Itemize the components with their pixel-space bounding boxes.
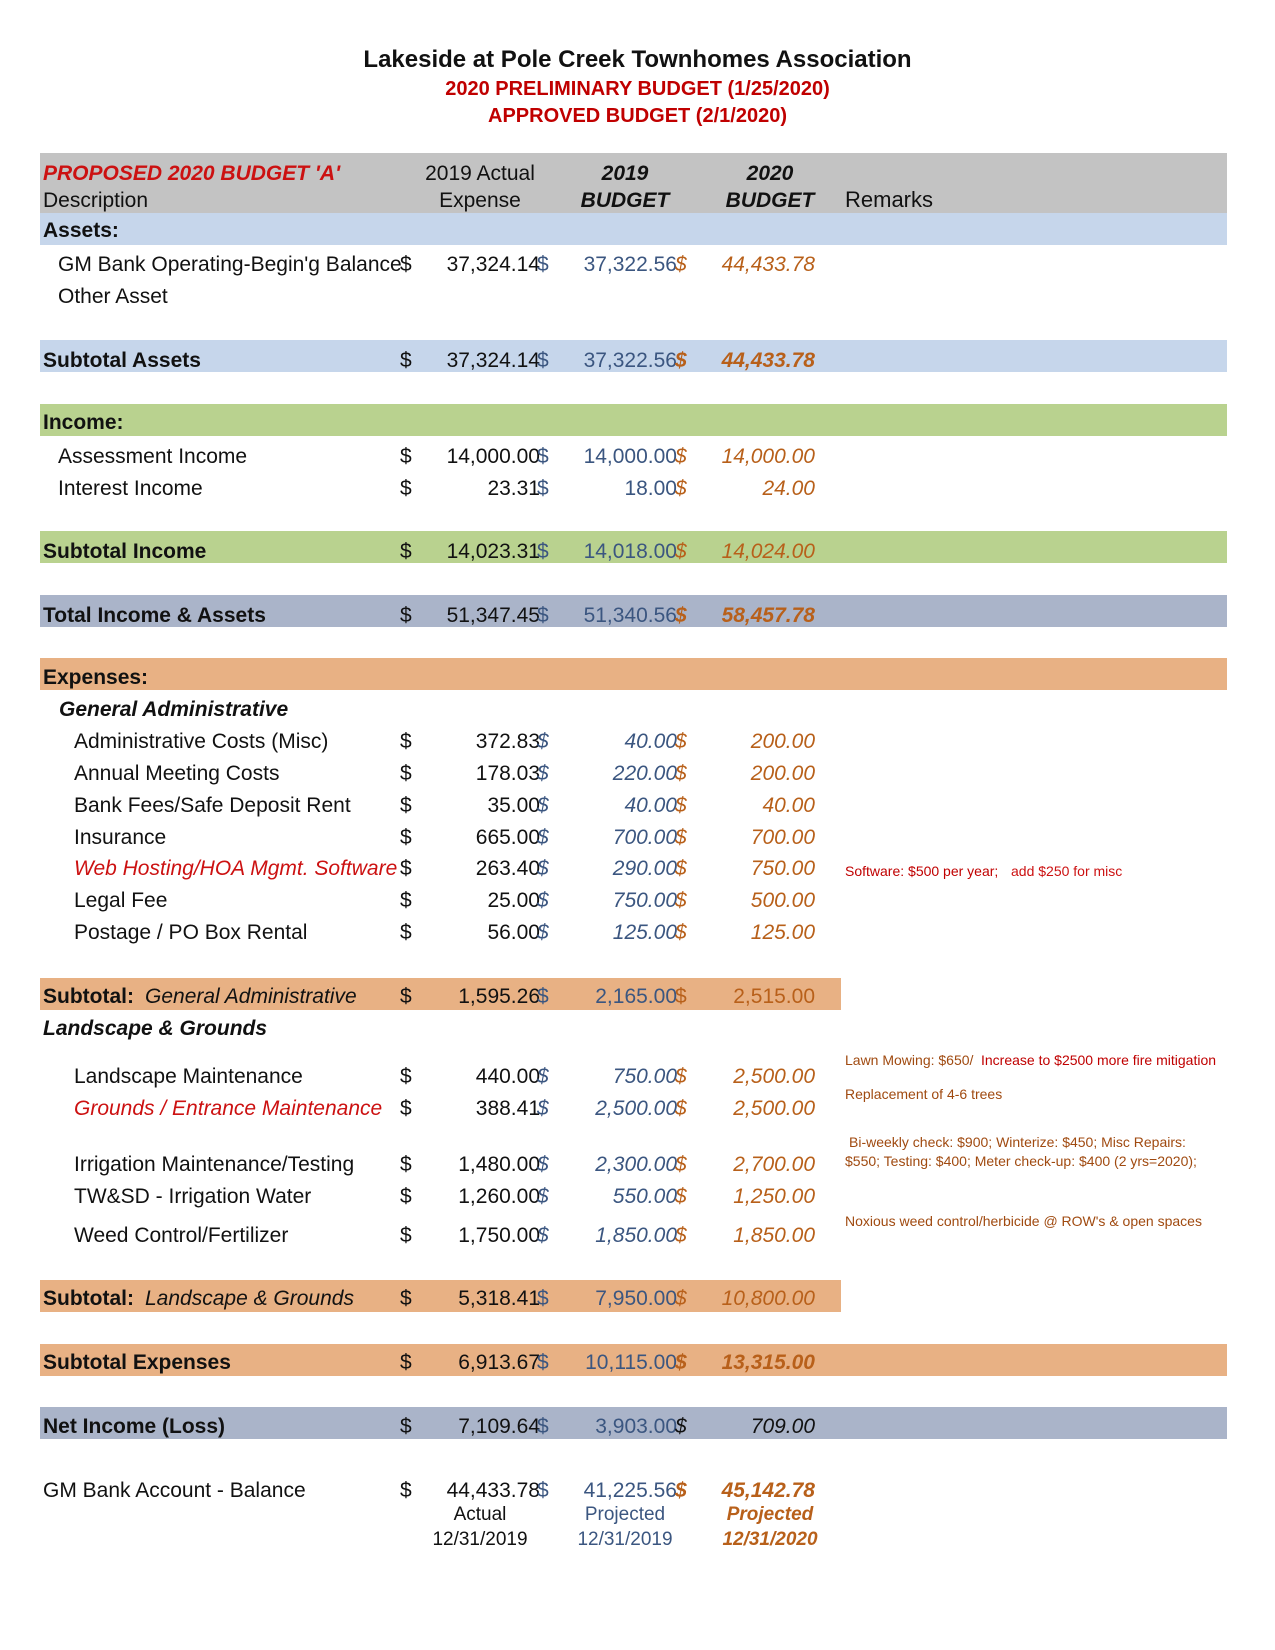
value-subtotal-income-2020: 14,024.00 [721, 540, 815, 563]
row-label-interest-income: Interest Income [58, 477, 203, 500]
value-subtotal-assets-actual: 37,324.14 [446, 349, 540, 372]
dollar-sign-landscape-maintenance-actual: $ [400, 1065, 412, 1088]
dollar-sign-interest-income-2020: $ [675, 477, 687, 500]
dollar-sign-irrigation-maintenance-2020: $ [675, 1153, 687, 1176]
value-postage-2019: 125.00 [612, 921, 677, 944]
row-label-insurance: Insurance [74, 826, 167, 849]
projected-2019-date: 12/31/2019 [577, 1529, 673, 1550]
col-actual-header-2: Expense [439, 189, 521, 212]
value-postage-actual: 56.00 [487, 921, 540, 944]
preliminary-budget-subtitle: 2020 PRELIMINARY BUDGET (1/25/2020) [445, 78, 830, 100]
value-net-income-actual: 7,109.64 [458, 1415, 540, 1438]
dollar-sign-irrigation-maintenance-actual: $ [400, 1153, 412, 1176]
value-subtotal-expenses-2019: 10,115.00 [585, 1351, 677, 1374]
dollar-sign-weed-control-2020: $ [675, 1224, 687, 1247]
dollar-sign-grounds-entrance-2020: $ [675, 1097, 687, 1120]
remark-mowing-a: Lawn Mowing: $650/ [845, 1052, 974, 1068]
value-net-income-2019: 3,903.00 [595, 1415, 677, 1438]
row-label-landscape-maintenance: Landscape Maintenance [74, 1065, 303, 1088]
value-irrigation-maintenance-2019: 2,300.00 [595, 1153, 677, 1176]
dollar-sign-postage-2020: $ [675, 921, 687, 944]
subtotal-landscape-name: Landscape & Grounds [145, 1287, 354, 1310]
value-bank-balance-actual: 44,433.78 [446, 1479, 540, 1502]
row-label-legal-fee: Legal Fee [74, 889, 168, 912]
dollar-sign-irrigation-maintenance-2019: $ [537, 1153, 549, 1176]
col-2019-header-2: BUDGET [580, 189, 670, 212]
row-label-annual-meeting: Annual Meeting Costs [74, 762, 280, 785]
row-label-grounds-entrance: Grounds / Entrance Maintenance [74, 1097, 383, 1120]
value-subtotal-expenses-2020: 13,315.00 [721, 1351, 815, 1374]
dollar-sign-assessment-income-2020: $ [675, 445, 687, 468]
value-gm-bank-operating-actual: 37,324.14 [446, 253, 540, 276]
value-web-hosting-2019: 290.00 [612, 857, 677, 880]
remark-irrigation-2: $550; Testing: $400; Meter check-up: $400 (2 yrs=2020); [845, 1153, 1197, 1169]
value-bank-balance-2020: 45,142.78 [721, 1479, 815, 1502]
value-landscape-maintenance-2020: 2,500.00 [733, 1065, 815, 1088]
dollar-sign-irrigation-water-actual: $ [400, 1185, 412, 1208]
value-annual-meeting-actual: 178.03 [475, 762, 540, 785]
value-irrigation-water-actual: 1,260.00 [458, 1185, 540, 1208]
row-label-subtotal-income: Subtotal Income [43, 540, 207, 563]
value-weed-control-actual: 1,750.00 [458, 1224, 540, 1247]
actual-note: Actual [453, 1504, 507, 1525]
dollar-sign-subtotal-general-admin-2019: $ [537, 985, 549, 1008]
assets-heading: Assets: [43, 219, 119, 242]
row-label-irrigation-maintenance: Irrigation Maintenance/Testing [74, 1153, 355, 1176]
value-total-income-assets-2020: 58,457.78 [721, 604, 815, 627]
dollar-sign-assessment-income-actual: $ [400, 445, 412, 468]
col-actual-header-1: 2019 Actual [425, 162, 535, 185]
subtotal-general-admin-label: Subtotal: [43, 985, 134, 1008]
value-grounds-entrance-2020: 2,500.00 [733, 1097, 815, 1120]
dollar-sign-landscape-maintenance-2019: $ [537, 1065, 549, 1088]
dollar-sign-grounds-entrance-2019: $ [537, 1097, 549, 1120]
value-subtotal-general-admin-2020: 2,515.00 [733, 985, 815, 1008]
dollar-sign-gm-bank-operating-2019: $ [537, 253, 549, 276]
dollar-sign-bank-balance-2020: $ [675, 1479, 687, 1502]
income-band [40, 404, 1227, 436]
dollar-sign-bank-fees-actual: $ [400, 794, 412, 817]
value-legal-fee-actual: 25.00 [487, 889, 540, 912]
value-insurance-2020: 700.00 [750, 826, 815, 849]
approved-budget-subtitle: APPROVED BUDGET (2/1/2020) [488, 105, 787, 127]
dollar-sign-admin-costs-2020: $ [675, 730, 687, 753]
value-subtotal-income-actual: 14,023.31 [446, 540, 540, 563]
row-label-irrigation-water: TW&SD - Irrigation Water [74, 1185, 312, 1208]
dollar-sign-annual-meeting-actual: $ [400, 762, 412, 785]
dollar-sign-legal-fee-2020: $ [675, 889, 687, 912]
value-assessment-income-2020: 14,000.00 [721, 445, 815, 468]
description-header: Description [43, 189, 149, 212]
projected-2020-date: 12/31/2020 [722, 1529, 818, 1550]
dollar-sign-admin-costs-actual: $ [400, 730, 412, 753]
dollar-sign-total-income-assets-actual: $ [400, 604, 412, 627]
value-subtotal-general-admin-2019: 2,165.00 [595, 985, 677, 1008]
col-2020-header-1: 2020 [746, 162, 794, 185]
dollar-sign-legal-fee-actual: $ [400, 889, 412, 912]
dollar-sign-subtotal-landscape-2019: $ [537, 1287, 549, 1310]
value-subtotal-assets-2020: 44,433.78 [721, 349, 815, 372]
row-label-web-hosting: Web Hosting/HOA Mgmt. Software [74, 857, 398, 880]
remark-irrigation-1: Bi-weekly check: $900; Winterize: $450; Misc Repairs: [849, 1134, 1186, 1150]
remark-web-hosting-a: Software: $500 per year; [845, 863, 999, 879]
dollar-sign-subtotal-assets-2019: $ [537, 349, 549, 372]
dollar-sign-net-income-2020: $ [675, 1415, 687, 1438]
dollar-sign-web-hosting-actual: $ [400, 857, 412, 880]
value-subtotal-income-2019: 14,018.00 [583, 540, 677, 563]
dollar-sign-weed-control-actual: $ [400, 1224, 412, 1247]
dollar-sign-subtotal-landscape-actual: $ [400, 1287, 412, 1310]
remark-weed: Noxious weed control/herbicide @ ROW's & open spaces [845, 1213, 1202, 1229]
remarks-header: Remarks [845, 187, 934, 212]
dollar-sign-annual-meeting-2020: $ [675, 762, 687, 785]
value-bank-balance-2019: 41,225.56 [583, 1479, 677, 1502]
value-grounds-entrance-2019: 2,500.00 [595, 1097, 677, 1120]
value-landscape-maintenance-2019: 750.00 [612, 1065, 677, 1088]
row-label-subtotal-assets: Subtotal Assets [43, 349, 201, 372]
value-grounds-entrance-actual: 388.41 [475, 1097, 540, 1120]
dollar-sign-total-income-assets-2019: $ [537, 604, 549, 627]
value-net-income-2020: 709.00 [750, 1415, 815, 1438]
page-title: Lakeside at Pole Creek Townhomes Association [363, 46, 912, 73]
value-subtotal-landscape-2020: 10,800.00 [721, 1287, 815, 1310]
dollar-sign-subtotal-expenses-2019: $ [537, 1351, 549, 1374]
landscape-heading: Landscape & Grounds [43, 1017, 268, 1040]
remark-web-hosting-b: add $250 for misc [1011, 863, 1123, 879]
value-bank-fees-2019: 40.00 [624, 794, 677, 817]
dollar-sign-irrigation-water-2019: $ [537, 1185, 549, 1208]
actual-date: 12/31/2019 [432, 1529, 528, 1550]
dollar-sign-web-hosting-2020: $ [675, 857, 687, 880]
value-admin-costs-2020: 200.00 [750, 730, 815, 753]
dollar-sign-net-income-2019: $ [537, 1415, 549, 1438]
value-gm-bank-operating-2019: 37,322.56 [583, 253, 677, 276]
value-bank-fees-actual: 35.00 [487, 794, 540, 817]
dollar-sign-admin-costs-2019: $ [537, 730, 549, 753]
dollar-sign-postage-actual: $ [400, 921, 412, 944]
dollar-sign-weed-control-2019: $ [537, 1224, 549, 1247]
value-subtotal-landscape-2019: 7,950.00 [595, 1287, 677, 1310]
value-subtotal-expenses-actual: 6,913.67 [458, 1351, 540, 1374]
dollar-sign-gm-bank-operating-actual: $ [400, 253, 412, 276]
value-landscape-maintenance-actual: 440.00 [475, 1065, 540, 1088]
subtotal-general-admin-name: General Administrative [145, 985, 357, 1008]
value-assessment-income-actual: 14,000.00 [446, 445, 540, 468]
value-total-income-assets-actual: 51,347.45 [446, 604, 540, 627]
value-irrigation-water-2020: 1,250.00 [733, 1185, 815, 1208]
row-label-subtotal-expenses: Subtotal Expenses [43, 1351, 231, 1374]
dollar-sign-subtotal-income-2020: $ [675, 540, 687, 563]
value-gm-bank-operating-2020: 44,433.78 [721, 253, 815, 276]
dollar-sign-insurance-2019: $ [537, 826, 549, 849]
general-admin-heading: General Administrative [59, 698, 289, 721]
row-label-gm-bank-operating: GM Bank Operating-Begin'g Balance [58, 253, 402, 276]
value-subtotal-landscape-actual: 5,318.41 [458, 1287, 540, 1310]
value-irrigation-water-2019: 550.00 [612, 1185, 677, 1208]
expenses-band [40, 658, 1227, 690]
value-interest-income-2020: 24.00 [762, 477, 815, 500]
dollar-sign-subtotal-landscape-2020: $ [675, 1287, 687, 1310]
dollar-sign-landscape-maintenance-2020: $ [675, 1065, 687, 1088]
value-insurance-actual: 665.00 [475, 826, 540, 849]
value-legal-fee-2020: 500.00 [750, 889, 815, 912]
row-label-total-income-assets: Total Income & Assets [43, 604, 266, 627]
value-weed-control-2020: 1,850.00 [733, 1224, 815, 1247]
value-annual-meeting-2019: 220.00 [612, 762, 677, 785]
value-subtotal-general-admin-actual: 1,595.26 [458, 985, 540, 1008]
dollar-sign-postage-2019: $ [537, 921, 549, 944]
value-admin-costs-actual: 372.83 [475, 730, 540, 753]
dollar-sign-interest-income-actual: $ [400, 477, 412, 500]
proposed-budget-label: PROPOSED 2020 BUDGET 'A' [43, 162, 341, 185]
remark-mowing-b: Increase to $2500 more fire mitigation [981, 1052, 1217, 1068]
value-weed-control-2019: 1,850.00 [595, 1224, 677, 1247]
assets-band [40, 213, 1227, 245]
dollar-sign-insurance-actual: $ [400, 826, 412, 849]
row-label-net-income: Net Income (Loss) [43, 1415, 226, 1438]
dollar-sign-subtotal-general-admin-2020: $ [675, 985, 687, 1008]
value-web-hosting-2020: 750.00 [750, 857, 815, 880]
row-label-weed-control: Weed Control/Fertilizer [74, 1224, 289, 1247]
dollar-sign-bank-balance-actual: $ [400, 1479, 412, 1502]
col-2019-header-1: 2019 [601, 162, 649, 185]
dollar-sign-interest-income-2019: $ [537, 477, 549, 500]
dollar-sign-bank-fees-2019: $ [537, 794, 549, 817]
dollar-sign-insurance-2020: $ [675, 826, 687, 849]
projected-2019-note: Projected [584, 1504, 666, 1525]
row-label-other-asset: Other Asset [58, 285, 168, 308]
value-interest-income-2019: 18.00 [624, 477, 677, 500]
dollar-sign-grounds-entrance-actual: $ [400, 1097, 412, 1120]
dollar-sign-total-income-assets-2020: $ [675, 604, 687, 627]
value-irrigation-maintenance-actual: 1,480.00 [458, 1153, 540, 1176]
value-legal-fee-2019: 750.00 [612, 889, 677, 912]
remark-trees: Replacement of 4-6 trees [845, 1086, 1003, 1102]
dollar-sign-subtotal-general-admin-actual: $ [400, 985, 412, 1008]
dollar-sign-assessment-income-2019: $ [537, 445, 549, 468]
dollar-sign-subtotal-assets-actual: $ [400, 349, 412, 372]
value-annual-meeting-2020: 200.00 [750, 762, 815, 785]
value-insurance-2019: 700.00 [612, 826, 677, 849]
dollar-sign-bank-balance-2019: $ [537, 1479, 549, 1502]
dollar-sign-subtotal-expenses-2020: $ [675, 1351, 687, 1374]
row-label-bank-balance: GM Bank Account - Balance [43, 1479, 306, 1502]
dollar-sign-subtotal-assets-2020: $ [675, 349, 687, 372]
dollar-sign-web-hosting-2019: $ [537, 857, 549, 880]
row-label-admin-costs: Administrative Costs (Misc) [74, 730, 329, 753]
dollar-sign-gm-bank-operating-2020: $ [675, 253, 687, 276]
value-assessment-income-2019: 14,000.00 [583, 445, 677, 468]
dollar-sign-annual-meeting-2019: $ [537, 762, 549, 785]
value-subtotal-assets-2019: 37,322.56 [583, 349, 677, 372]
row-label-assessment-income: Assessment Income [58, 445, 248, 468]
value-bank-fees-2020: 40.00 [762, 794, 815, 817]
income-heading: Income: [43, 411, 124, 434]
subtotal-landscape-label: Subtotal: [43, 1287, 134, 1310]
value-interest-income-actual: 23.31 [487, 477, 540, 500]
row-label-postage: Postage / PO Box Rental [74, 921, 308, 944]
dollar-sign-irrigation-water-2020: $ [675, 1185, 687, 1208]
value-web-hosting-actual: 263.40 [475, 857, 540, 880]
expenses-heading: Expenses: [43, 666, 149, 689]
dollar-sign-net-income-actual: $ [400, 1415, 412, 1438]
value-total-income-assets-2019: 51,340.56 [583, 604, 677, 627]
dollar-sign-bank-fees-2020: $ [675, 794, 687, 817]
dollar-sign-subtotal-income-2019: $ [537, 540, 549, 563]
dollar-sign-subtotal-income-actual: $ [400, 540, 412, 563]
value-postage-2020: 125.00 [750, 921, 815, 944]
value-irrigation-maintenance-2020: 2,700.00 [733, 1153, 815, 1176]
dollar-sign-subtotal-expenses-actual: $ [400, 1351, 412, 1374]
col-2020-header-2: BUDGET [725, 189, 815, 212]
dollar-sign-legal-fee-2019: $ [537, 889, 549, 912]
row-label-bank-fees: Bank Fees/Safe Deposit Rent [74, 794, 351, 817]
projected-2020-note: Projected [726, 1504, 814, 1525]
value-admin-costs-2019: 40.00 [624, 730, 677, 753]
